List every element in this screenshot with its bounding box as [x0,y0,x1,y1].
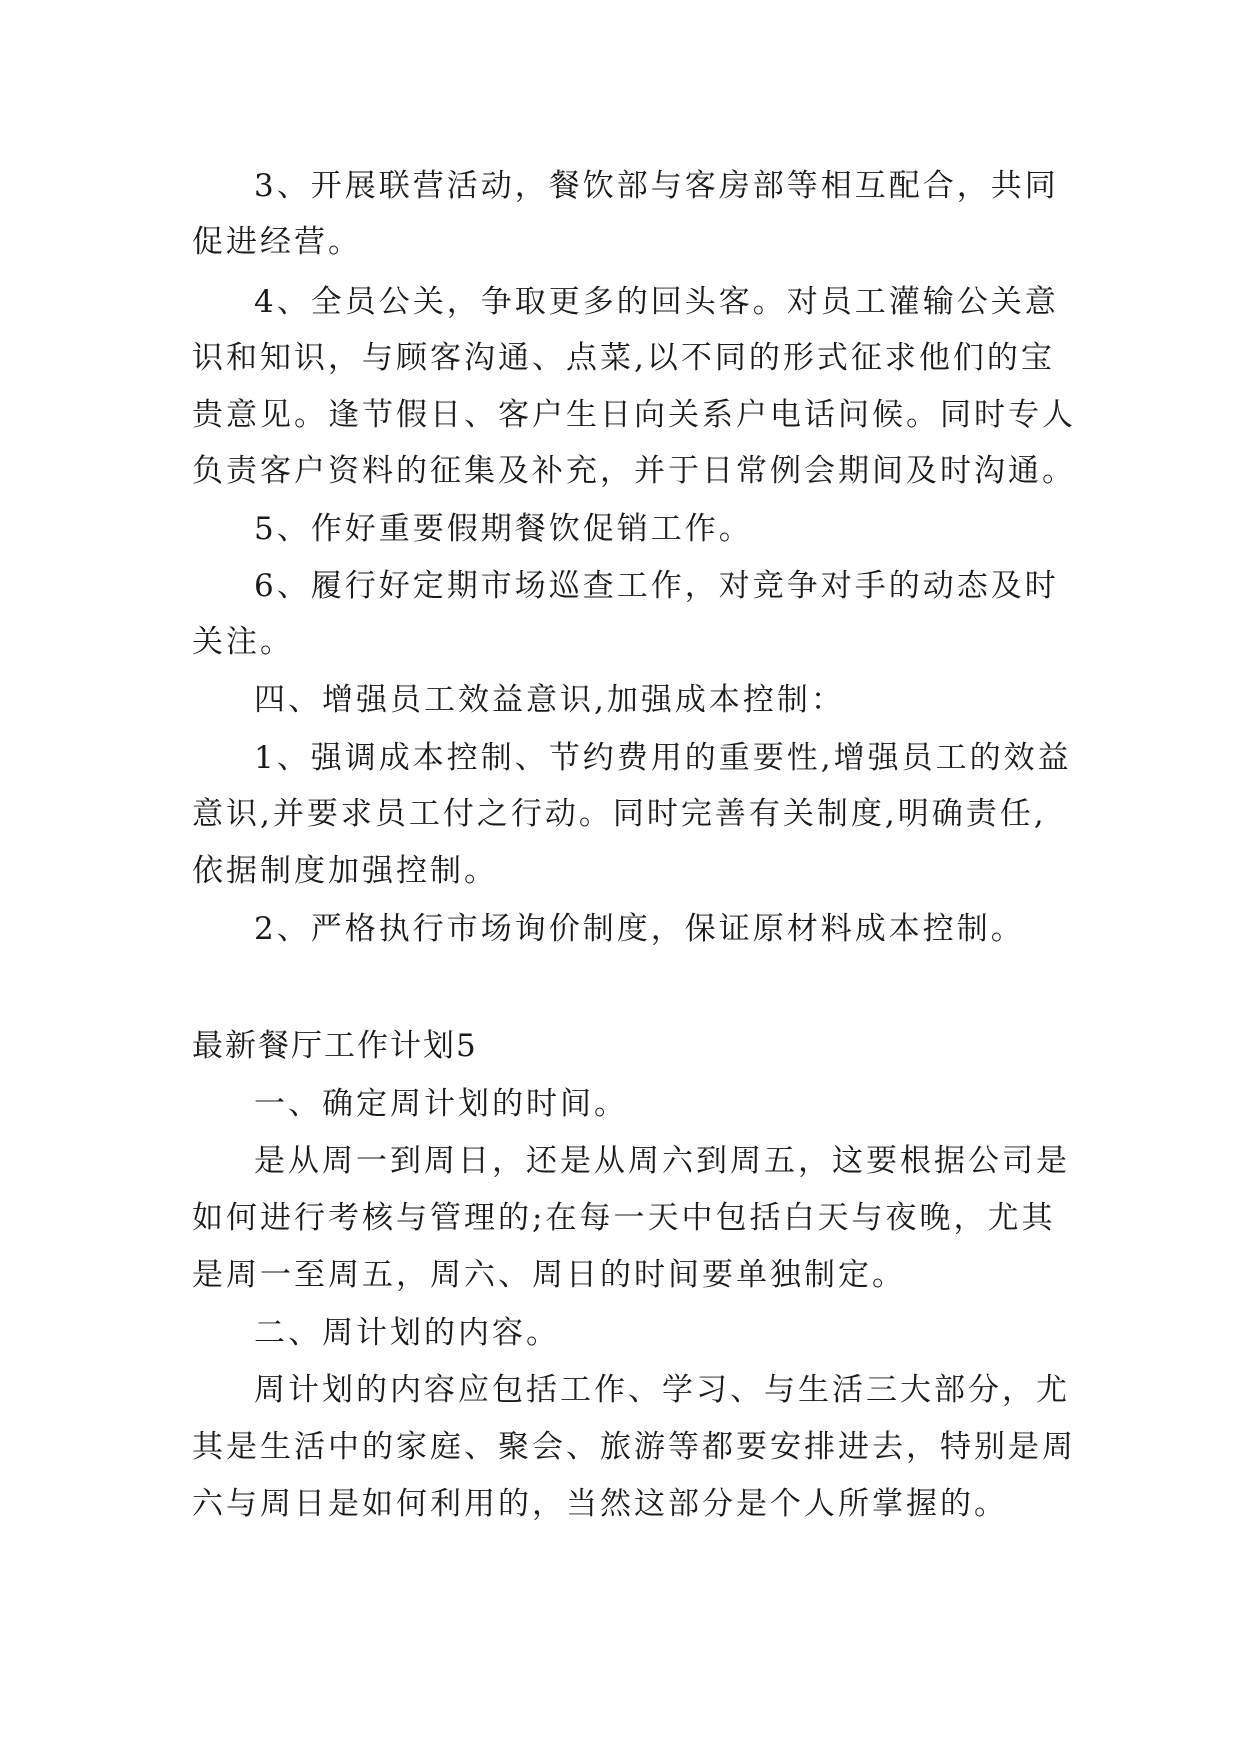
paragraph-line: 周计划的内容应包括工作、学习、与生活三大部分，尤 [254,1372,1070,1408]
paragraph-line: 6、履行好定期市场巡查工作，对竞争对手的动态及时 [254,568,1059,604]
paragraph-line: 其是生活中的家庭、聚会、旅游等都要安排进去，特别是周 [192,1429,1076,1465]
paragraph-line: 5、作好重要假期餐饮促销工作。 [254,511,753,547]
paragraph-line: 是从周一到周日，还是从周六到周五，这要根据公司是 [254,1143,1070,1179]
section-heading: 一、确定周计划的时间。 [254,1086,628,1122]
paragraph-line: 贵意见。逢节假日、客户生日向关系户电话问候。同时专人 [192,397,1076,433]
paragraph-line: 意识,并要求员工付之行动。同时完善有关制度,明确责任, [192,796,1047,832]
paragraph-line: 六与周日是如何利用的，当然这部分是个人所掌握的。 [192,1486,1008,1522]
paragraph-line: 依据制度加强控制。 [192,853,498,889]
paragraph-line: 是周一至周五，周六、周日的时间要单独制定。 [192,1257,906,1293]
paragraph-line: 如何进行考核与管理的;在每一天中包括白天与夜晚，尤其 [192,1200,1056,1236]
paragraph-line: 4、全员公关，争取更多的回头客。对员工灌输公关意 [254,284,1059,320]
paragraph-line: 负责客户资料的征集及补充，并于日常例会期间及时沟通。 [192,453,1076,489]
paragraph-line: 促进经营。 [192,224,362,260]
document-title: 最新餐厅工作计划5 [192,1028,478,1064]
paragraph-line: 识和知识，与顾客沟通、点菜,以不同的形式征求他们的宝 [192,340,1055,376]
section-heading: 二、周计划的内容。 [254,1315,560,1351]
paragraph-line: 1、强调成本控制、节约费用的重要性,增强员工的效益 [254,740,1072,776]
section-heading: 四、增强员工效益意识,加强成本控制： [254,682,845,718]
paragraph-line: 关注。 [192,624,294,660]
paragraph-line: 2、严格执行市场询价制度，保证原材料成本控制。 [254,911,1025,947]
paragraph-line: 3、开展联营活动，餐饮部与客房部等相互配合，共同 [254,168,1059,204]
